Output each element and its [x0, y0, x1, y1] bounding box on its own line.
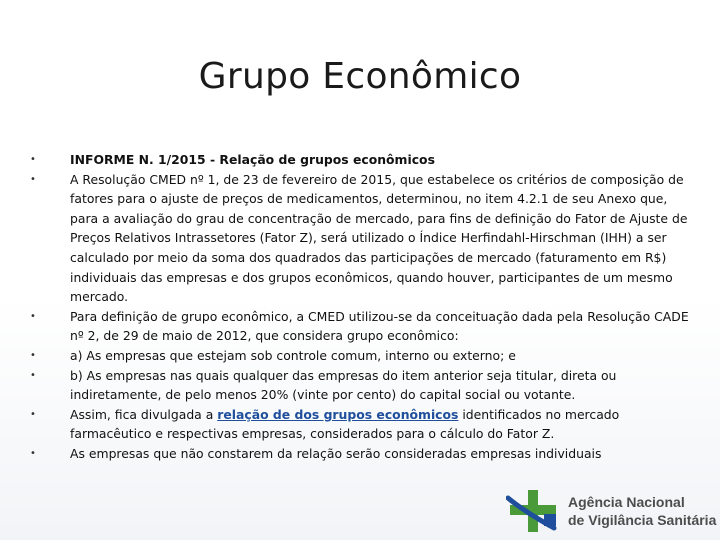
- bullet-icon: •: [30, 310, 36, 322]
- bullet-icon: •: [30, 173, 36, 185]
- bullet-icon: •: [30, 369, 36, 381]
- grupos-economicos-link[interactable]: relação de dos grupos econômicos: [217, 406, 459, 422]
- logo-line-2: de Vigilância Sanitária: [568, 512, 717, 528]
- anvisa-logo: [506, 488, 716, 534]
- slide-title: Grupo Econômico: [198, 56, 522, 97]
- bullet-text: A Resolução CMED nº 1, de 23 de fevereiro de 2015, que estabelece os critérios de composição de fatores para o ajuste de preços de medicamentos, determinou, no item 4.2.1 de seu Anexo que, para a avaliação do grau de concentração de mercado, para fins de definição do Fator de Ajuste de Preços Relativos Intrassetores (Fator Z), será utilizado o Índice Herfindahl-Hirschman (IHH) a ser calculado por meio da soma dos quadrados das participações de mercado (faturamento em R$) individuais das empresas e dos grupos econômicos, quando houver, participantes de um mesmo mercado.: [70, 171, 688, 305]
- bullet-icon: •: [30, 408, 36, 420]
- bullet-text: Para definição de grupo econômico, a CMED utilizou-se da conceituação dada pela Resolução CADE nº 2, de 29 de maio de 2012, que considera grupo econômico:: [70, 308, 689, 344]
- bullet-text-before: Assim, fica divulgada a: [70, 406, 218, 422]
- bullet-item-a: [30, 346, 690, 366]
- bullet-text: a) As empresas que estejam sob controle comum, interno ou externo; e: [70, 347, 516, 363]
- bullet-text-after: identificados no mercado farmacêutico e respectivas empresas, considerados para o cálculo do Fator Z.: [70, 406, 620, 442]
- bullet-text: As empresas que não constarem da relação serão consideradas empresas individuais: [70, 445, 602, 461]
- bullet-icon: •: [30, 447, 36, 459]
- bullet-icon: •: [30, 154, 36, 165]
- bullet-text: b) As empresas nas quais qualquer das empresas do item anterior seja titular, direta ou indiretamente, de pelo menos 20% (vinte por cento) do capital social ou votante.: [70, 367, 617, 403]
- bullet-text: INFORME N. 1/2015 - Relação de grupos econômicos: [70, 152, 435, 167]
- logo-line-1: Agência Nacional: [568, 494, 685, 510]
- bullet-item-individuais: [30, 444, 690, 464]
- bullet-list: [30, 150, 690, 464]
- bullet-icon: •: [30, 349, 36, 361]
- bullet-item-assim: [30, 405, 690, 444]
- bullet-item-b: [30, 366, 690, 405]
- anvisa-emblem-icon: [506, 488, 562, 534]
- bullet-item-resolucao: [30, 170, 690, 307]
- bullet-item-informe: [30, 150, 690, 170]
- bullet-item-definicao: [30, 307, 690, 346]
- emblem-square: [544, 514, 556, 526]
